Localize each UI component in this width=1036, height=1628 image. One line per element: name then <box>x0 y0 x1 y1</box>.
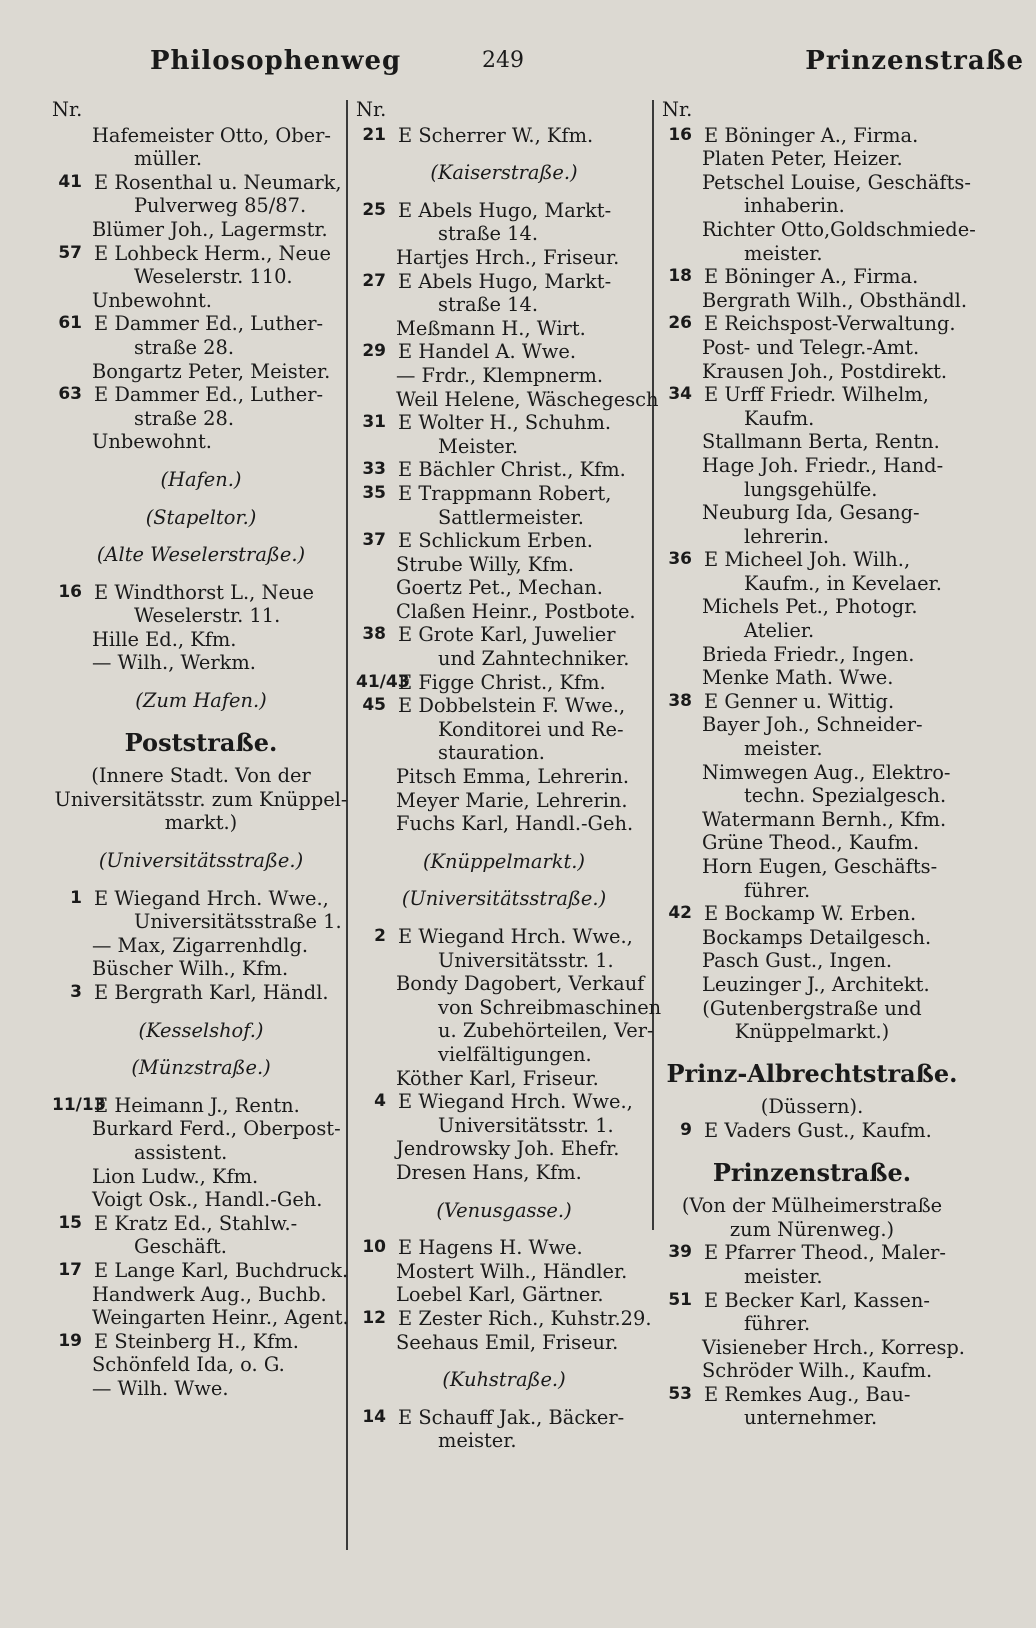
resident-line: Bongartz Peter, Meister. <box>92 359 331 383</box>
house-entry <box>662 1241 962 1265</box>
resident-line: Büscher Wilh., Kfm. <box>92 957 289 981</box>
house-number: 17 <box>58 1259 82 1280</box>
house-entry <box>356 482 652 506</box>
resident-line: Krausen Joh., Postdirekt. <box>702 359 948 383</box>
entry-text: E Remkes Aug., Bau- <box>704 1382 911 1406</box>
resident-line: Hartjes Hrch., Friseur. <box>396 245 620 269</box>
entry-text: E Dammer Ed., Luther- <box>94 383 324 407</box>
continuation-line: Kaufm., in Kevelaer. <box>744 571 942 595</box>
continuation-line: straße 28. <box>134 335 235 359</box>
house-entry <box>356 623 652 647</box>
resident-line: Köther Karl, Friseur. <box>396 1066 599 1090</box>
house-entry <box>356 1307 652 1331</box>
street-heading: Poststraße. <box>124 727 278 757</box>
resident-line: Hage Joh. Friedr., Hand- <box>702 453 944 477</box>
cross-street-label: (Stapeltor.) <box>145 505 257 529</box>
street-note: markt.) <box>164 811 238 835</box>
house-number: 21 <box>362 124 386 145</box>
street-note: (Innere Stadt. Von der <box>91 764 311 788</box>
resident-line: Bayer Joh., Schneider- <box>702 713 923 737</box>
nr-label: Nr. <box>52 98 83 121</box>
resident-line: Post- und Telegr.-Amt. <box>702 335 920 359</box>
house-number: 61 <box>58 313 82 334</box>
entry-text: E Genner u. Wittig. <box>704 689 895 713</box>
street-note: (Düssern). <box>760 1095 864 1119</box>
entry-text: E Zester Rich., Kuhstr.29. <box>398 1306 652 1330</box>
entry-text: E Wiegand Hrch. Wwe., <box>94 886 329 910</box>
house-entry <box>662 1383 962 1407</box>
continuation-line: Pulverweg 85/87. <box>134 194 307 218</box>
resident-line: Fuchs Karl, Handl.-Geh. <box>396 812 634 836</box>
house-number: 63 <box>58 384 82 405</box>
resident-line: Hafemeister Otto, Ober- <box>92 123 331 147</box>
street-heading: Prinzenstraße. <box>712 1157 912 1187</box>
cross-street-label: (Venusgasse.) <box>436 1198 572 1222</box>
entry-text: E Dammer Ed., Luther- <box>94 312 324 336</box>
resident-line: Claßen Heinr., Postbote. <box>396 599 636 623</box>
resident-line: Weingarten Heinr., Agent. <box>92 1306 349 1330</box>
house-number: 27 <box>362 270 386 291</box>
continuation-line: Kaufm. <box>744 406 815 430</box>
resident-line: Petschel Louise, Geschäfts- <box>702 170 971 194</box>
house-number: 41 <box>58 171 82 192</box>
house-number: 19 <box>58 1330 82 1351</box>
house-entry <box>662 1119 962 1143</box>
house-number: 2 <box>374 926 386 946</box>
resident-line: Dresen Hans, Kfm. <box>396 1160 582 1184</box>
column-1 <box>52 98 350 1401</box>
entry-text: E Abels Hugo, Markt- <box>398 269 612 293</box>
column-3 <box>662 98 976 1430</box>
cross-street-label: (Universitätsstraße.) <box>401 887 607 911</box>
resident-line: Pasch Gust., Ingen. <box>702 949 893 973</box>
resident-line: Meßmann H., Wirt. <box>396 316 586 340</box>
resident-line: Watermann Bernh., Kfm. <box>702 807 947 831</box>
house-number: 15 <box>58 1212 82 1233</box>
street-note: zum Nürenweg.) <box>729 1217 895 1241</box>
entry-text: E Bockamp W. Erben. <box>704 902 917 926</box>
column-rule <box>652 100 654 1230</box>
entry-text: E Hagens H. Wwe. <box>398 1236 583 1260</box>
continuation-line: meister. <box>744 737 823 761</box>
house-entry <box>356 340 652 364</box>
entry-text: E Lange Karl, Buchdruck. <box>94 1258 349 1282</box>
entry-text: E Bächler Christ., Kfm. <box>398 458 626 482</box>
house-number: 18 <box>668 266 692 287</box>
cross-street-label: (Kesselshof.) <box>138 1018 264 1042</box>
house-number: 9 <box>680 1119 692 1140</box>
house-number: 53 <box>668 1383 692 1404</box>
entry-text: E Reichspost-Verwaltung. <box>704 312 956 336</box>
entry-text: E Scherrer W., Kfm. <box>398 123 594 147</box>
entry-text: E Wiegand Hrch. Wwe., <box>398 1090 633 1114</box>
house-entry <box>662 265 962 289</box>
resident-line: — Frdr., Klempnerm. <box>396 363 604 387</box>
continuation-line: Weselerstr. 11. <box>134 604 281 628</box>
entry-text: E Schlickum Erben. <box>398 529 593 553</box>
entry-text: E Kratz Ed., Stahlw.- <box>94 1211 298 1235</box>
continuation-line: meister. <box>744 1264 823 1288</box>
house-number: 25 <box>362 199 386 220</box>
entry-text: E Wolter H., Schuhm. <box>398 411 612 435</box>
house-entry <box>52 1330 350 1354</box>
house-number: 26 <box>668 313 692 334</box>
nr-label: Nr. <box>356 98 387 121</box>
resident-line: Grüne Theod., Kaufm. <box>702 831 920 855</box>
house-number: 41/43 <box>356 671 410 692</box>
entry-text: E Handel A. Wwe. <box>398 340 577 364</box>
continuation-line: vielfältigungen. <box>438 1042 592 1066</box>
house-entry <box>356 529 652 553</box>
entry-text: E Trappmann Robert, <box>398 481 612 505</box>
entry-text: E Schauff Jak., Bäcker- <box>398 1405 625 1429</box>
cross-street-label: (Hafen.) <box>160 467 242 491</box>
resident-line: Voigt Osk., Handl.-Geh. <box>92 1188 323 1212</box>
resident-line: Loebel Karl, Gärtner. <box>396 1283 604 1307</box>
resident-line: Weil Helene, Wäschegesch <box>396 387 659 411</box>
resident-line: Hille Ed., Kfm. <box>92 627 237 651</box>
continuation-line: führer. <box>744 1312 811 1336</box>
house-number: 12 <box>362 1307 386 1328</box>
house-entry <box>356 1406 652 1430</box>
cross-street-label: (Knüppelmarkt.) <box>422 849 586 873</box>
house-entry <box>356 270 652 294</box>
resident-line: Nimwegen Aug., Elektro- <box>702 760 951 784</box>
resident-line: Neuburg Ida, Gesang- <box>702 501 920 525</box>
continuation-line: und Zahntechniker. <box>438 647 630 671</box>
cross-street-label: (Zum Hafen.) <box>135 689 267 713</box>
street-note: Knüppelmarkt.) <box>734 1020 890 1044</box>
resident-line: Leuzinger J., Architekt. <box>702 972 930 996</box>
resident-line: Handwerk Aug., Buchb. <box>92 1282 327 1306</box>
house-entry <box>662 902 962 926</box>
house-entry <box>52 1259 350 1283</box>
house-entry <box>52 171 350 195</box>
house-number: 29 <box>362 341 386 362</box>
continuation-line: Universitätsstr. 1. <box>438 948 614 972</box>
resident-line: Stallmann Berta, Rentn. <box>702 430 940 454</box>
entry-text: E Windthorst L., Neue <box>94 580 314 604</box>
resident-line: Unbewohnt. <box>92 288 212 312</box>
column-2 <box>356 98 662 1453</box>
entry-text: E Urff Friedr. Wilhelm, <box>704 383 929 407</box>
continuation-line: Weselerstr. 110. <box>134 265 293 289</box>
house-entry <box>52 383 350 407</box>
continuation-line: techn. Spezialgesch. <box>744 784 947 808</box>
continuation-line: Atelier. <box>744 619 815 643</box>
entry-text: E Bergrath Karl, Händl. <box>94 981 329 1004</box>
street-heading: Prinz-Albrechtstraße. <box>666 1058 958 1088</box>
continuation-line: Sattlermeister. <box>438 505 584 529</box>
entry-text: E Figge Christ., Kfm. <box>398 670 606 694</box>
house-entry <box>662 690 962 714</box>
entry-text: E Grote Karl, Juwelier <box>398 623 616 647</box>
cross-street-label: (Kuhstraße.) <box>442 1368 566 1392</box>
continuation-line: meister. <box>744 241 823 265</box>
house-entry <box>356 1090 652 1114</box>
house-number: 16 <box>668 124 692 145</box>
entry-text: E Heimann J., Rentn. <box>94 1093 300 1117</box>
resident-line: Burkard Ferd., Oberpost- <box>92 1117 341 1141</box>
resident-line: Meyer Marie, Lehrerin. <box>396 788 628 812</box>
cross-street-label: (Kaiserstraße.) <box>430 161 578 185</box>
house-entry <box>52 581 350 605</box>
continuation-line: meister. <box>438 1429 517 1453</box>
header-left-street: Philosophenweg <box>150 46 402 76</box>
house-entry <box>662 124 962 148</box>
resident-line: Goertz Pet., Mechan. <box>396 576 603 600</box>
house-number: 31 <box>362 412 386 433</box>
house-entry <box>52 1094 350 1118</box>
house-number: 14 <box>362 1406 386 1427</box>
header-right-street: Prinzenstraße <box>805 46 1024 76</box>
entry-text: E Micheel Joh. Wilh., <box>704 548 911 572</box>
nr-label: Nr. <box>662 98 693 121</box>
resident-line: Blümer Joh., Lagermstr. <box>92 217 328 241</box>
house-number: 51 <box>668 1289 692 1310</box>
resident-line: Richter Otto,Goldschmiede- <box>702 217 976 241</box>
entry-text: E Lohbeck Herm., Neue <box>94 241 331 265</box>
entry-text: E Vaders Gust., Kaufm. <box>704 1118 932 1142</box>
continuation-line: führer. <box>744 878 811 902</box>
resident-line: Platen Peter, Heizer. <box>702 147 903 171</box>
continuation-line: assistent. <box>134 1140 228 1164</box>
house-entry <box>356 1236 652 1260</box>
house-entry <box>52 887 350 911</box>
continuation-line: lungsgehülfe. <box>744 477 878 501</box>
continuation-line: Universitätsstraße 1. <box>134 910 342 934</box>
house-number: 37 <box>362 530 386 551</box>
house-number: 1 <box>70 887 82 908</box>
entry-text: E Böninger A., Firma. <box>704 265 919 289</box>
continuation-line: u. Zubehörteilen, Ver- <box>438 1019 654 1043</box>
house-entry <box>662 312 962 336</box>
resident-line: Horn Eugen, Geschäfts- <box>702 855 938 878</box>
resident-line: Schönfeld Ida, o. G. <box>92 1353 285 1377</box>
resident-line: Bockamps Detailgesch. <box>702 925 932 949</box>
house-entry <box>52 242 350 266</box>
house-number: 39 <box>668 1242 692 1263</box>
house-entry <box>662 1289 962 1313</box>
cross-street-label: (Münzstraße.) <box>131 1056 271 1080</box>
continuation-line: Meister. <box>438 434 519 458</box>
continuation-line: straße 28. <box>134 406 235 430</box>
house-entry <box>662 548 962 572</box>
street-note: (Von der Mülheimerstraße <box>681 1194 943 1218</box>
page-header <box>140 46 1024 86</box>
continuation-line: Universitätsstr. 1. <box>438 1113 614 1137</box>
house-number: 42 <box>668 903 692 924</box>
house-entry <box>356 124 652 148</box>
resident-line: Pitsch Emma, Lehrerin. <box>396 765 630 789</box>
continuation-line: straße 14. <box>438 293 539 317</box>
resident-line: Lion Ludw., Kfm. <box>92 1164 259 1188</box>
continuation-line: von Schreibmaschinen <box>438 995 662 1019</box>
house-number: 16 <box>58 581 82 602</box>
house-entry <box>52 312 350 336</box>
house-number: 38 <box>668 690 692 711</box>
house-entry <box>356 925 652 949</box>
house-number: 34 <box>668 384 692 405</box>
street-note: Universitätsstr. zum Knüppel- <box>54 787 348 811</box>
house-number: 57 <box>58 242 82 263</box>
house-number: 45 <box>362 695 386 716</box>
resident-line: — Wilh., Werkm. <box>92 651 256 675</box>
house-entry <box>356 458 652 482</box>
continuation-line: stauration. <box>438 741 545 765</box>
continuation-line: müller. <box>134 147 203 171</box>
house-entry <box>356 671 652 695</box>
street-note: (Gutenbergstraße und <box>702 996 922 1020</box>
house-entry <box>356 199 652 223</box>
resident-line: Strube Willy, Kfm. <box>396 552 574 576</box>
house-number: 36 <box>668 549 692 570</box>
continuation-line: Geschäft. <box>134 1235 227 1259</box>
resident-line: Jendrowsky Joh. Ehefr. <box>396 1137 620 1161</box>
house-number: 11/13 <box>52 1094 106 1115</box>
resident-line: Seehaus Emil, Friseur. <box>396 1330 619 1354</box>
continuation-line: unternehmer. <box>744 1406 878 1430</box>
house-number: 38 <box>362 624 386 645</box>
continuation-line: inhaberin. <box>744 194 845 218</box>
entry-text: E Böninger A., Firma. <box>704 123 919 147</box>
house-entry <box>52 981 350 1005</box>
continuation-line: Konditorei und Re- <box>438 717 624 741</box>
resident-line: — Max, Zigarrenhdlg. <box>92 933 309 957</box>
resident-line: Menke Math. Wwe. <box>702 666 894 690</box>
continuation-line: lehrerin. <box>744 524 830 548</box>
house-entry <box>356 411 652 435</box>
resident-line: Brieda Friedr., Ingen. <box>702 642 915 666</box>
house-entry <box>356 694 652 718</box>
resident-line: Bondy Dagobert, Verkauf <box>396 972 645 996</box>
house-number: 35 <box>362 482 386 503</box>
page-number: 249 <box>482 48 524 73</box>
house-number: 3 <box>70 982 82 1002</box>
house-number: 33 <box>362 459 386 480</box>
entry-text: E Becker Karl, Kassen- <box>704 1288 930 1312</box>
entry-text: E Steinberg H., Kfm. <box>94 1329 299 1353</box>
house-entry <box>662 383 962 407</box>
resident-line: Bergrath Wilh., Obsthändl. <box>702 288 968 312</box>
resident-line: Michels Pet., Photogr. <box>702 595 918 619</box>
resident-line: Unbewohnt. <box>92 430 212 454</box>
entry-text: E Pfarrer Theod., Maler- <box>704 1241 946 1265</box>
continuation-line: straße 14. <box>438 222 539 246</box>
cross-street-label: (Alte Weselerstraße.) <box>96 543 306 567</box>
house-number: 4 <box>374 1091 386 1112</box>
resident-line: Visieneber Hrch., Korresp. <box>702 1335 965 1359</box>
entry-text: E Wiegand Hrch. Wwe., <box>398 925 633 948</box>
cross-street-label: (Universitätsstraße.) <box>98 849 304 873</box>
entry-text: E Abels Hugo, Markt- <box>398 198 612 222</box>
house-entry <box>52 1212 350 1236</box>
resident-line: Schröder Wilh., Kaufm. <box>702 1359 933 1383</box>
house-number: 10 <box>362 1237 386 1258</box>
entry-text: E Dobbelstein F. Wwe., <box>398 694 626 718</box>
entry-text: E Rosenthal u. Neumark, <box>94 170 342 194</box>
resident-line: — Wilh. Wwe. <box>92 1376 229 1400</box>
resident-line: Mostert Wilh., Händler. <box>396 1259 628 1283</box>
